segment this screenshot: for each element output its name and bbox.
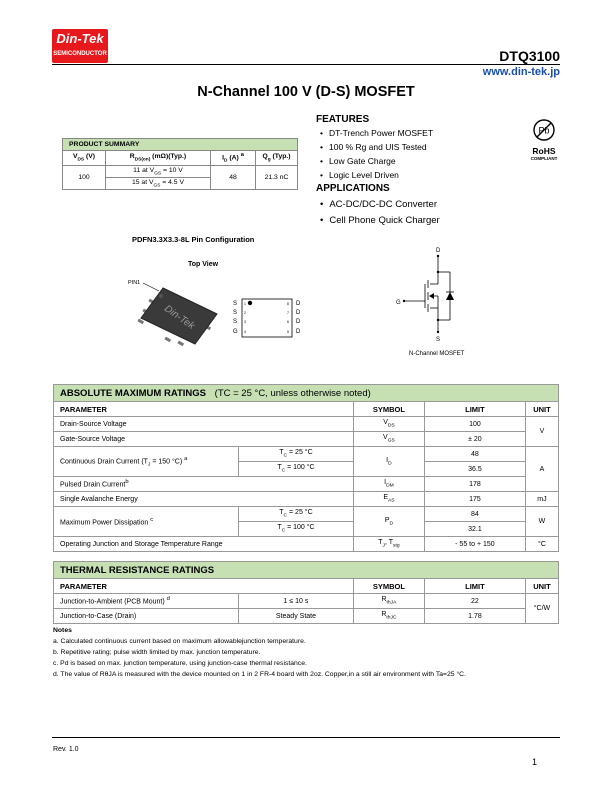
cond-tc100: $T_C = 100$ °C: [239, 522, 354, 537]
col-parameter: PARAMETER: [54, 402, 354, 417]
feature-item: • 100 % Rg and UIS Tested: [316, 142, 433, 152]
pin-configuration-diagram: [232, 298, 304, 340]
col-id: $I_D$ (A) $^a$: [211, 151, 256, 166]
table-row: Maximum Power Dissipation $^c$ $T_C = 25$ °C $P_D$ 84 W: [54, 507, 559, 522]
features-list: [316, 128, 433, 180]
symbol-rthjc: $R_{thJC}$: [353, 609, 424, 624]
package-3d-drawing: [125, 278, 225, 350]
package-title: PDFN3.3X3.3-8L Pin Configuration: [132, 235, 255, 244]
col-qg: $Q_g$ (Typ.): [256, 151, 298, 166]
symbol-tj: $T_J$, $T_{stg}$: [353, 537, 424, 552]
thermal-heading: THERMAL RESISTANCE RATINGS: [54, 562, 559, 579]
table-row: Gate-Source Voltage $V_{GS}$ ± 20: [54, 432, 559, 447]
website-link[interactable]: www.din-tek.jp: [482, 66, 560, 78]
pb-free-icon: [532, 118, 556, 142]
svg-text:5: 5: [287, 330, 289, 334]
feature-item: • Low Gate Charge: [316, 156, 433, 166]
rds-value-2: 15 at $V_{GS} = 4.5$ V: [106, 177, 211, 189]
svg-text:S: S: [436, 337, 441, 343]
svg-text:Pb: Pb: [538, 125, 550, 136]
table-row: Pulsed Drain Current$^b$ $I_{DM}$ 178: [54, 477, 559, 492]
qg-value: 21.3 nC: [256, 165, 298, 190]
table-row: $T_C = 100$ °C 32.1: [54, 522, 559, 537]
svg-text:D: D: [296, 329, 301, 335]
svg-text:S: S: [233, 319, 238, 325]
logo-main-text: Din-Tek: [56, 31, 104, 46]
col-unit: UNIT: [525, 402, 558, 417]
pin1-label: PIN1: [128, 280, 141, 286]
rohs-label: RoHS: [532, 146, 556, 156]
svg-text:1: 1: [244, 302, 246, 306]
col-symbol: SYMBOL: [353, 402, 424, 417]
id-value: 48: [211, 165, 256, 190]
page-number: 1: [532, 757, 538, 767]
product-summary-heading: PRODUCT SUMMARY: [63, 139, 298, 151]
col-limit: LIMIT: [424, 402, 525, 417]
svg-text:G: G: [396, 300, 401, 306]
svg-text:6: 6: [287, 320, 289, 324]
symbol-eas: $E_{AS}$: [353, 492, 424, 507]
col-rds: $R_{DS(on)}$ (mΩ)(Typ.): [106, 151, 211, 166]
notes-heading: Notes: [53, 627, 72, 634]
id-param: Continuous Drain Current ($T_J = 150$ °C) $^a$: [54, 447, 239, 477]
table-row: Continuous Drain Current ($T_J = 150$ °C) $^a$ $T_C = 25$ °C $I_D$ 48 A: [54, 447, 559, 462]
svg-text:G: G: [233, 329, 238, 335]
thermal-resistance-table: [53, 561, 559, 624]
product-summary-table: [62, 138, 298, 190]
col-symbol: SYMBOL: [353, 579, 424, 594]
cond-tc25: $T_C = 25$ °C: [239, 507, 354, 522]
abs-max-heading: ABSOLUTE MAXIMUM RATINGS (TC = 25 °C, unless otherwise noted): [54, 385, 559, 402]
application-item: • Cell Phone Quick Charger: [316, 215, 440, 226]
table-row: Junction-to-Ambient (PCB Mount) $^d$ 1 ≤ 10 s $R_{thJA}$ 22 °C/W: [54, 594, 559, 609]
footer-divider: [52, 737, 560, 738]
rthja-param: Junction-to-Ambient (PCB Mount) $^d$: [54, 594, 239, 609]
table-row: Junction-to-Case (Drain) Steady State $R_{thJC}$ 1.78: [54, 609, 559, 624]
svg-text:4: 4: [244, 330, 246, 334]
svg-text:D: D: [296, 301, 301, 307]
document-title: N-Channel 100 V (D-S) MOSFET: [197, 84, 415, 100]
pd-param: Maximum Power Dissipation $^c$: [54, 507, 239, 537]
abs-max-condition: (TC = 25 °C, unless otherwise noted): [214, 387, 371, 399]
svg-text:D: D: [296, 310, 301, 316]
applications-section: [316, 183, 440, 231]
header-divider: [52, 64, 560, 65]
svg-text:Din-Tek: Din-Tek: [162, 303, 197, 332]
symbol-id: $I_D$: [353, 447, 424, 477]
svg-text:7: 7: [287, 311, 289, 315]
svg-text:2: 2: [244, 311, 246, 315]
col-unit: UNIT: [525, 579, 558, 594]
top-view-label: Top View: [188, 261, 219, 268]
idm-param: Pulsed Drain Current$^b$: [54, 477, 354, 492]
mosfet-symbol: [392, 244, 482, 344]
table-row: Operating Junction and Storage Temperature Range $T_J$, $T_{stg}$ - 55 to + 150 °C: [54, 537, 559, 552]
svg-text:3: 3: [244, 320, 246, 324]
logo-sub-text: SEMICONDUCTOR: [53, 51, 107, 57]
symbol-rthja: $R_{thJA}$: [353, 594, 424, 609]
note-item: b. Repetitive rating; pulse width limited by max. junction temperature.: [53, 649, 261, 656]
absolute-max-ratings-table: [53, 384, 559, 552]
rohs-sub: COMPLIANT: [530, 156, 558, 161]
symbol-idm: $I_{DM}$: [353, 477, 424, 492]
rohs-badge: [527, 118, 561, 161]
note-item: a. Calculated continuous current based on maximum allowablejunction temperature.: [53, 638, 306, 645]
notes-section: [53, 625, 466, 680]
revision: Rev. 1.0: [53, 746, 79, 753]
applications-list: [316, 199, 440, 226]
symbol-pd: $P_D$: [353, 507, 424, 537]
table-row: Drain-Source Voltage $V_{DS}$ 100 V: [54, 417, 559, 432]
cond-tc25: $T_C = 25$ °C: [239, 447, 354, 462]
feature-item: • Logic Level Driven: [316, 170, 433, 180]
company-logo: [52, 29, 108, 63]
svg-text:D: D: [296, 319, 301, 325]
symbol-vgs: $V_{GS}$: [353, 432, 424, 447]
application-item: • AC-DC/DC-DC Converter: [316, 199, 440, 210]
rds-value-1: 11 at $V_{GS} = 10$ V: [106, 165, 211, 177]
table-row: Single Avalanche Energy $E_{AS}$ 175 mJ: [54, 492, 559, 507]
svg-text:S: S: [233, 310, 238, 316]
svg-text:8: 8: [287, 302, 289, 306]
col-vds: $V_{DS}$ (V): [63, 151, 106, 166]
vds-value: 100: [63, 165, 106, 190]
note-item: d. The value of RθJA is measured with the device mounted on 1 in 2 FR-4 board with 2oz. Copper,in a still air environment with Ta=25 °C.: [53, 671, 466, 678]
symbol-vds: $V_{DS}$: [353, 417, 424, 432]
cond-tc100: $T_C = 100$ °C: [239, 462, 354, 477]
features-heading: FEATURES: [316, 114, 370, 125]
applications-heading: APPLICATIONS: [316, 183, 390, 194]
col-parameter: PARAMETER: [54, 579, 354, 594]
table-row: $T_C = 100$ °C 36.5: [54, 462, 559, 477]
features-section: [316, 114, 433, 184]
svg-text:D: D: [436, 248, 441, 254]
part-number: DTQ3100: [499, 48, 560, 64]
svg-text:S: S: [233, 301, 238, 307]
note-item: c. Pd is based on max. junction temperature, using junction-case thermal resistance.: [53, 660, 307, 667]
mosfet-caption: N-Channel MOSFET: [409, 351, 465, 357]
col-limit: LIMIT: [424, 579, 525, 594]
feature-item: • DT-Trench Power MOSFET: [316, 128, 433, 138]
